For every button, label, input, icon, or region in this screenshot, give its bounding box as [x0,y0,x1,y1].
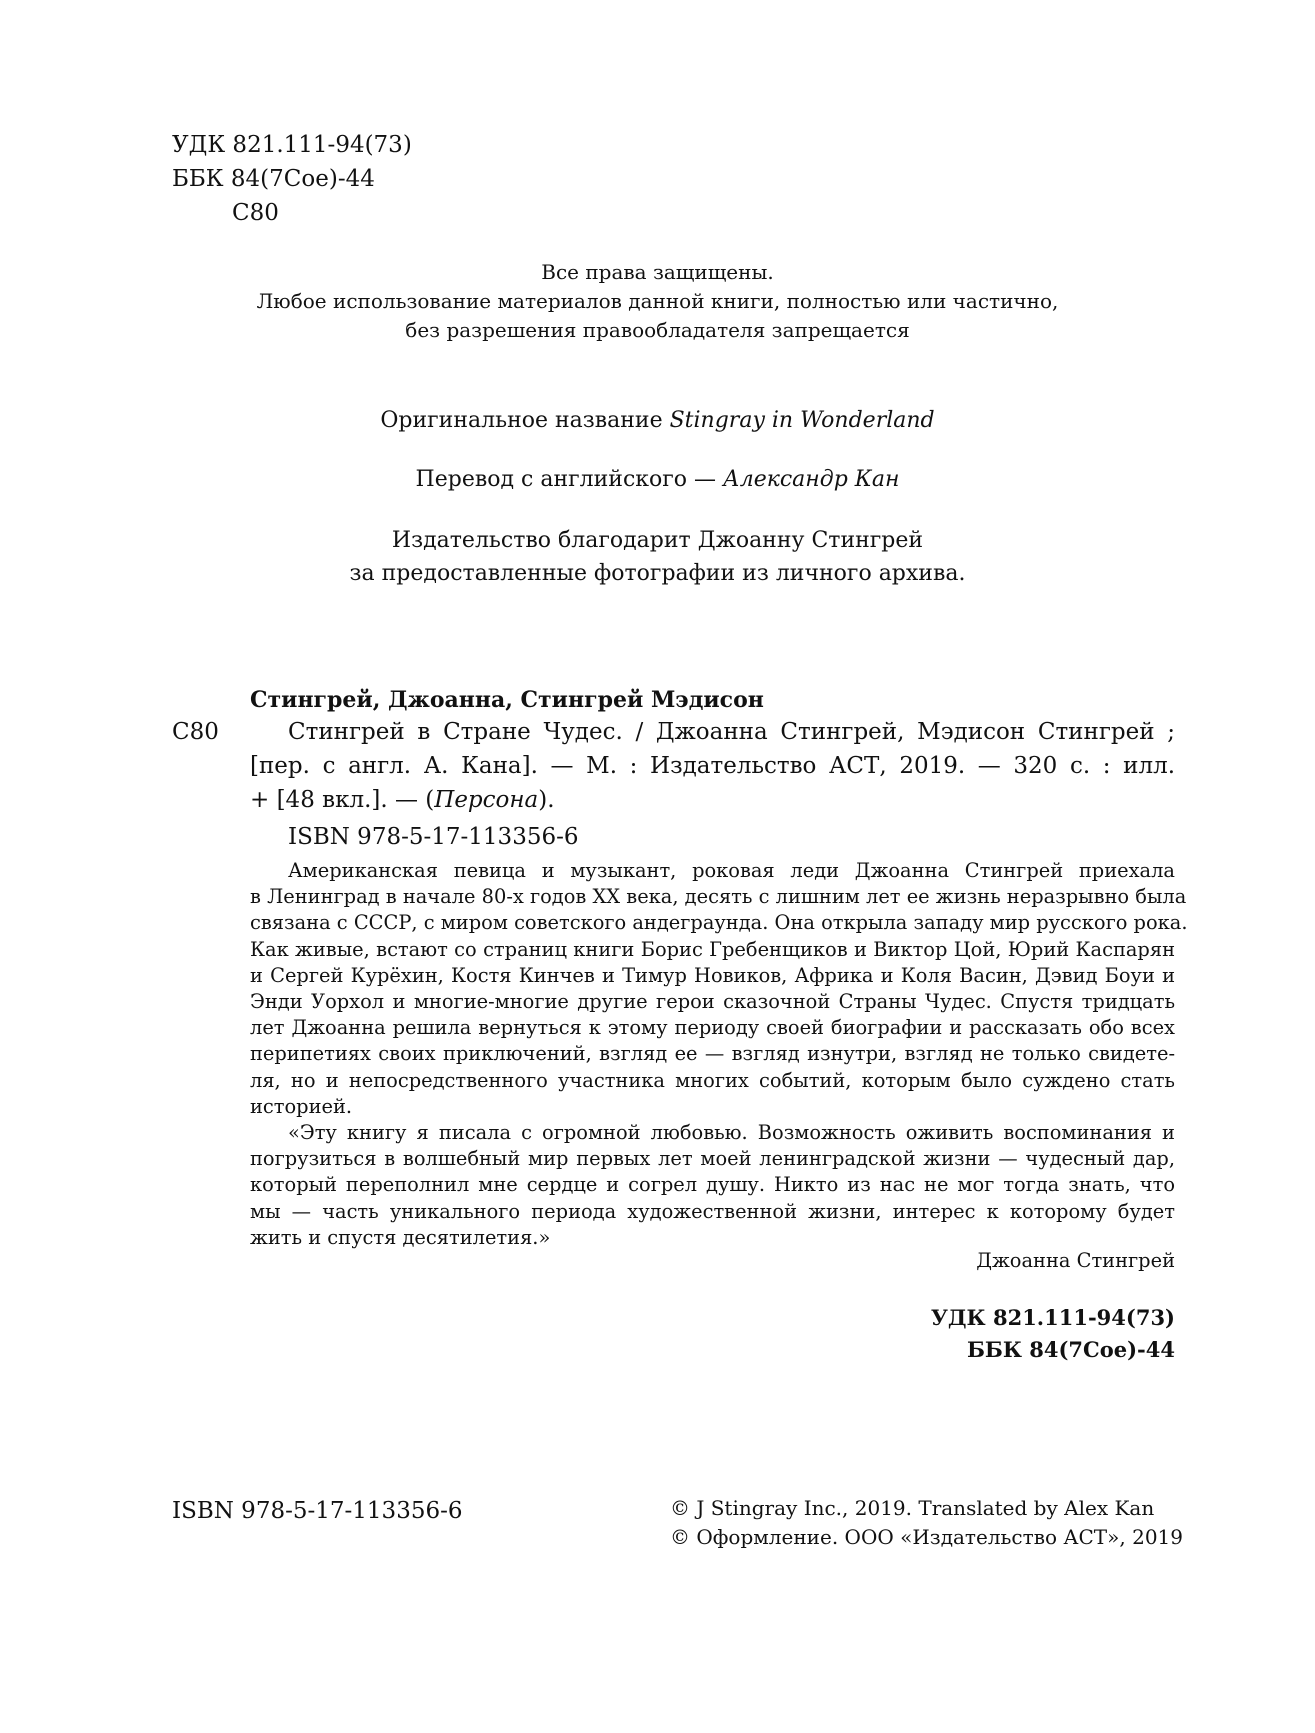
original-title-prefix: Оригинальное название [380,408,670,433]
quote-line: который переполнил мне сердце и согрел душу. Никто из нас не мог тогда знать, что [250,1173,1175,1197]
annotation [250,858,1188,1251]
bibliographic-author-sign: С80 [172,719,219,745]
quote-signature: Джоанна Стингрей [976,1249,1175,1272]
footer-isbn: ISBN 978-5-17-113356-6 [172,1498,463,1524]
bibliographic-description [250,715,1175,817]
bibliographic-line: Стингрей в Стране Чудес. / Джоанна Стингрей, Мэдисон Стингрей ; [288,719,1175,745]
bbk-code-bottom: ББК 84(7Сое)-44 [966,1337,1175,1362]
udk-code-bottom: УДК 821.111-94(73) [930,1305,1175,1330]
copyright-line: © J Stingray Inc., 2019. Translated by Alex Kan [670,1496,1155,1520]
series-name: Персона [434,787,539,813]
bibliographic-isbn: ISBN 978-5-17-113356-6 [288,824,579,850]
rights-notice [0,258,1315,345]
quote-line: мы — часть уникального периода художественной жизни, интерес к которому будет [250,1199,1175,1223]
annotation-line: Американская певица и музыкант, роковая леди Джоанна Стингрей приехала [288,859,1175,882]
annotation-line: в Ленинград в начале 80-х годов XX века, десять с лишним лет ее жизнь неразрывно была [250,885,1187,909]
series-suffix: ). [538,787,555,813]
annotation-line: Энди Уорхол и многие-многие другие герои сказочной Страны Чудес. Спустя тридцать [250,990,1175,1014]
bbk-code: ББК 84(7Сое)-44 [172,166,375,192]
classification-bottom [931,1302,1175,1366]
quote-line: погрузиться в волшебный мир первых лет моей ленинградской жизни — чудесный дар, [250,1147,1175,1171]
annotation-line: ля, но и непосредственного участника многих событий, которым было суждено стать [250,1068,1175,1092]
quote-line: жить и спустя десятилетия.» [250,1225,551,1249]
original-title: Stingray in Wonderland [669,408,935,433]
bibliographic-line [250,783,1175,817]
translator-name: Александр Кан [723,467,900,492]
rights-line: Все права защищены. [541,260,774,284]
annotation-line: связана с СССР, с миром советского андеграунда. Она открыла западу мир русского рока. [250,911,1188,935]
acknowledgement-line: за предоставленные фотографии из личного архива. [349,561,966,586]
bibliographic-line: [пер. с англ. А. Кана]. — М. : Издательство АСТ, 2019. — 320 с. : илл. [250,753,1175,779]
acknowledgement [0,524,1315,590]
annotation-line: лет Джоанна решила вернуться к этому периоду своей биографии и рассказать обо всех [250,1016,1175,1040]
quote-line: «Эту книгу я писала с огромной любовью. Возможность оживить воспоминания и [288,1121,1175,1145]
original-title-line [0,404,1315,437]
author-sign: С80 [232,200,279,226]
annotation-line: и Сергей Курёхин, Костя Кинчев и Тимур Новиков, Африка и Коля Васин, Дэвид Боуи и [250,963,1175,987]
annotation-line: перипетиях своих приключений, взгляд ее — взгляд изнутри, взгляд не только свидете- [250,1042,1175,1066]
annotation-line: Как живые, встают со страниц книги Борис Гребенщиков и Виктор Цой, Юрий Каспарян [250,937,1175,961]
acknowledgement-line: Издательство благодарит Джоанну Стингрей [391,528,924,553]
rights-line: Любое использование материалов данной книги, полностью или частично, [256,289,1059,313]
series-prefix: + [48 вкл.]. — ( [250,787,435,813]
bibliographic-heading: Стингрей, Джоанна, Стингрей Мэдисон [250,687,764,713]
translation-credit [0,463,1315,496]
rights-line: без разрешения правообладателя запрещается [405,318,910,342]
translation-prefix: Перевод с английского — [415,467,724,492]
copyright-block [670,1494,1183,1552]
annotation-line: историей. [250,1094,353,1118]
udk-code: УДК 821.111-94(73) [172,132,412,158]
copyright-line: © Оформление. ООО «Издательство АСТ», 2019 [670,1525,1183,1549]
